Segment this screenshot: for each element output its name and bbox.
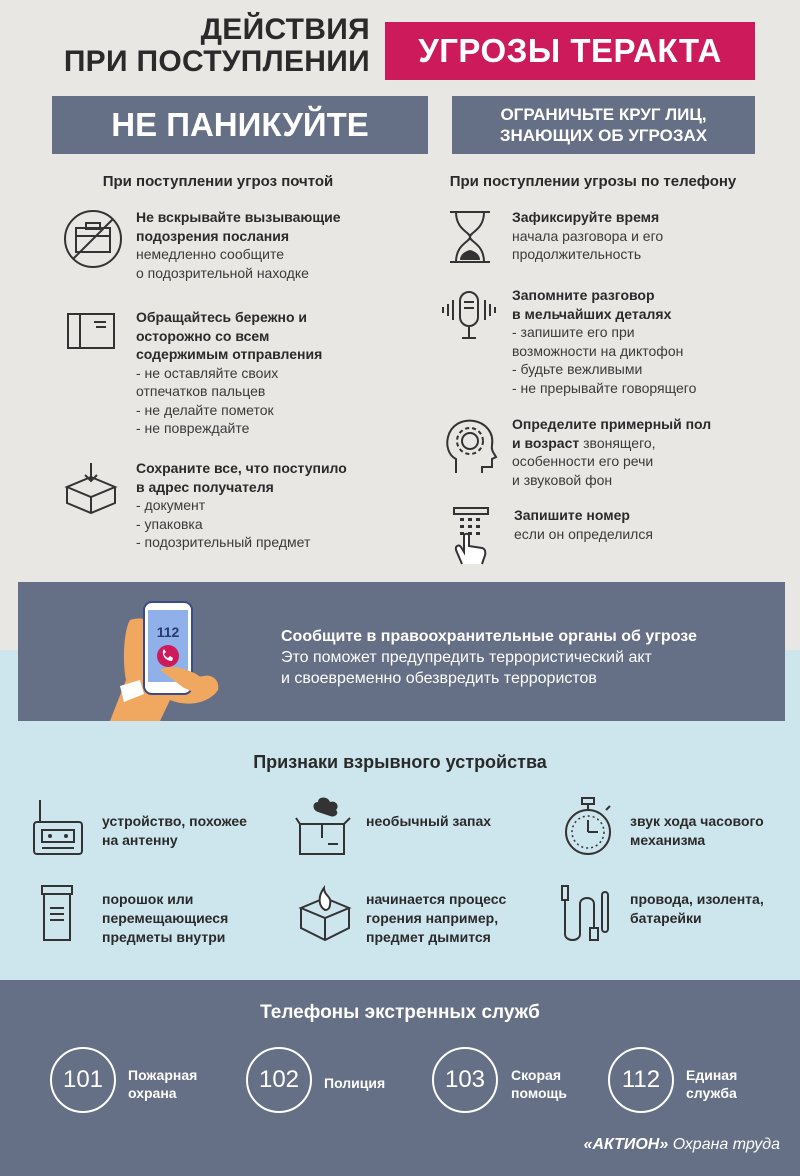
brand-logo: «АКТИОН» Охрана труда — [583, 1136, 780, 1153]
sign-1-text: устройство, похожее на антенну — [102, 813, 247, 848]
jar-icon — [40, 884, 76, 947]
stopwatch-icon — [562, 796, 614, 863]
phone-item-2: Запомните разговор в мельчайших деталях - запишите его при возможности на диктофон - будьте вежливыми - не прерывайте говорящего — [440, 286, 696, 397]
report-line-2: и своевременно обезвредить террористов — [281, 670, 597, 687]
radio-antenna-icon — [32, 798, 86, 863]
limit-circle-banner — [452, 96, 755, 154]
emergency-title: Телефоны экстренных служб — [260, 1002, 540, 1023]
phone-heading: При поступлении угрозы по телефону — [449, 173, 737, 190]
microphone-icon — [440, 286, 498, 397]
limit-line-2: ЗНАЮЩИХ ОБ УГРОЗАХ — [499, 126, 708, 145]
envelope-box-icon — [66, 308, 124, 438]
service-112-label: Единая служба — [686, 1067, 738, 1101]
mail-heading: При поступлении угроз почтой — [102, 173, 334, 190]
report-title: Сообщите в правоохранительные органы об угрозе — [281, 628, 697, 645]
sign-6-text: провода, изолента, батарейки — [630, 891, 764, 926]
service-102-number[interactable]: 102 — [246, 1047, 312, 1113]
sign-2-text: необычный запах — [366, 813, 492, 829]
phone-item-4: Запишите номер если он определился — [444, 506, 653, 571]
mail-item-2: Обращайтесь бережно и осторожно со всем содержимым отправления - не оставляйте своих отпечатков пальцев - не делайте пометок - не повреждайте — [66, 308, 322, 438]
service-101-label: Пожарная охрана — [128, 1067, 198, 1101]
phone-screen-number: 112 — [156, 624, 180, 640]
mail-item-1: Не вскрывайте вызывающие подозрения послания немедленно сообщите о подозрительной находке — [62, 208, 341, 282]
mail-item-3: Сохраните все, что поступило в адрес получателя - документ - упаковка - подозрительный предмет — [62, 459, 347, 552]
sign-4-text: порошок или перемещающиеся предметы внутри — [102, 891, 229, 945]
smelly-box-icon — [294, 794, 356, 863]
title-line-1: ДЕЙСТВИЯ — [200, 13, 370, 46]
threat-label: УГРОЗЫ ТЕРАКТА — [385, 22, 755, 80]
service-102-label: Полиция — [324, 1075, 386, 1091]
phone-item-3: Определите примерный пол и возраст звонящего, особенности его речи и звуковой фон — [442, 415, 711, 489]
no-panic-banner: НЕ ПАНИКУЙТЕ — [52, 96, 428, 154]
limit-line-1: ОГРАНИЧЬТЕ КРУГ ЛИЦ, — [500, 105, 707, 124]
page-title — [40, 14, 370, 78]
package-icon — [62, 459, 120, 552]
burning-box-icon — [296, 882, 354, 949]
hand-phone-illustration — [100, 590, 240, 721]
report-line-1: Это поможет предупредить террористический акт — [281, 649, 652, 666]
service-101-number[interactable]: 101 — [50, 1047, 116, 1113]
no-briefcase-icon — [62, 208, 120, 282]
hourglass-icon — [442, 208, 500, 271]
signs-title: Признаки взрывного устройства — [253, 752, 547, 772]
phone-item-1: Зафиксируйте время начала разговора и его продолжительность — [442, 208, 663, 271]
sign-3-text: звук хода часового механизма — [630, 813, 764, 848]
service-103-label: Скорая помощь — [511, 1067, 567, 1101]
keypad-icon — [444, 506, 502, 571]
report-text — [281, 626, 781, 689]
head-gear-icon — [442, 415, 500, 489]
service-103-number[interactable]: 103 — [432, 1047, 498, 1113]
title-line-2: ПРИ ПОСТУПЛЕНИИ — [63, 45, 370, 78]
wires-icon — [558, 884, 614, 949]
sign-5-text: начинается процесс горения например, предмет дымится — [366, 891, 507, 945]
service-112-number[interactable]: 112 — [608, 1047, 674, 1113]
